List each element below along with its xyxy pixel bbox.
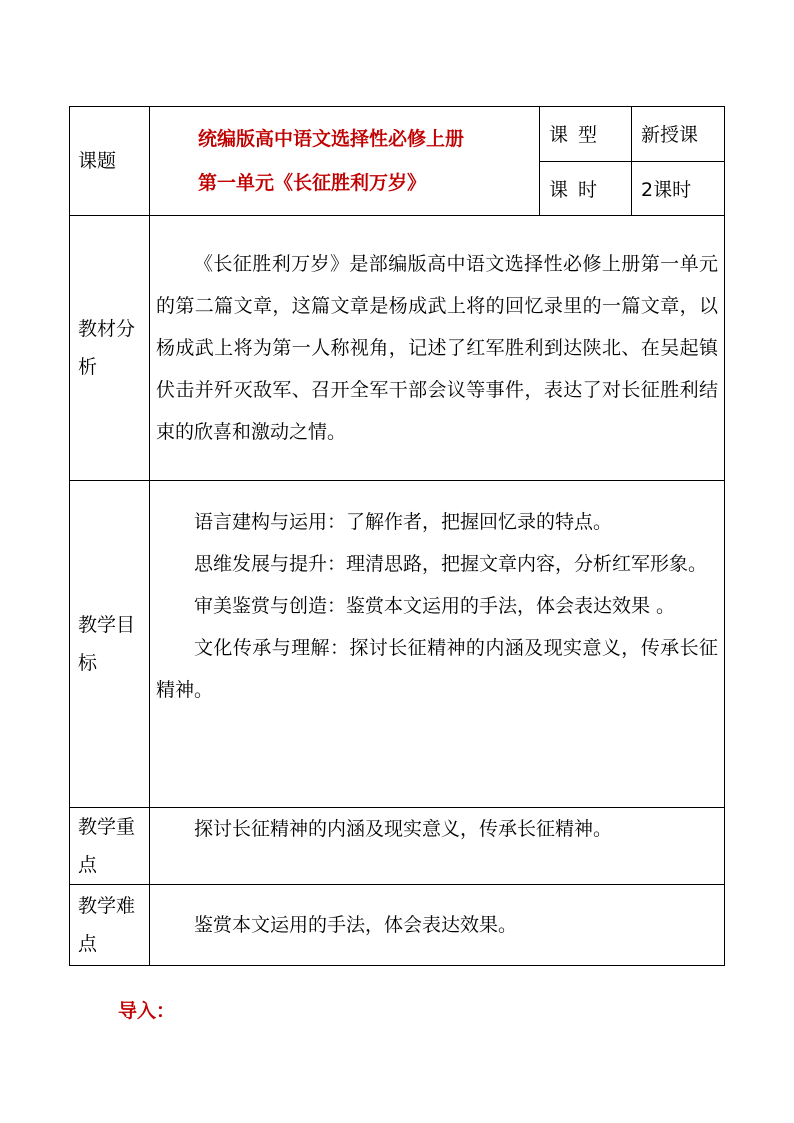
key-points-label: 教学重点 (70, 808, 150, 885)
title-line-2: 第一单元《长征胜利万岁》 (198, 172, 427, 194)
lesson-type-label: 课 型 (540, 107, 632, 162)
lesson-plan-table (69, 106, 725, 966)
analysis-text: 《长征胜利万岁》是部编版高中语文选择性必修上册第一单元的第二篇文章，这篇文章是杨成武上将的回忆录里的一篇文章，以杨成武上将为第一人称视角，记述了红军胜利到达陕北、在吴起镇伏击并歼灭敌军、召开全军干部会议等事件，表达了对长征胜利结束的欣喜和激动之情。 (156, 253, 718, 443)
lesson-hours-value: 2课时 (632, 161, 725, 216)
lesson-type-value: 新授课 (632, 107, 725, 162)
lesson-hours-label: 课 时 (540, 161, 632, 216)
goals-label: 教学目标 (70, 481, 150, 808)
goal-item: 文化传承与理解：探讨长征精神的内涵及现实意义，传承长征精神。 (156, 637, 718, 701)
intro-heading: 导入： (118, 1000, 176, 1022)
lesson-title (150, 107, 540, 216)
analysis-cell (150, 216, 725, 481)
goals-cell (150, 481, 725, 808)
key-points-text: 探讨长征精神的内涵及现实意义，传承长征精神。 (194, 818, 613, 840)
difficulties-label: 教学难点 (70, 885, 150, 966)
goal-item: 思维发展与提升：理清思路，把握文章内容，分析红军形象。 (194, 553, 708, 575)
topic-label: 课题 (70, 107, 150, 216)
analysis-label: 教材分析 (70, 216, 150, 481)
difficulties-cell (150, 885, 725, 966)
key-points-cell (150, 808, 725, 885)
goal-item: 审美鉴赏与创造：鉴赏本文运用的手法，体会表达效果 。 (194, 595, 676, 617)
difficulties-text: 鉴赏本文运用的手法，体会表达效果。 (194, 914, 518, 936)
goal-item: 语言建构与运用：了解作者，把握回忆录的特点。 (194, 511, 613, 533)
title-line-1: 统编版高中语文选择性必修上册 (198, 128, 465, 150)
